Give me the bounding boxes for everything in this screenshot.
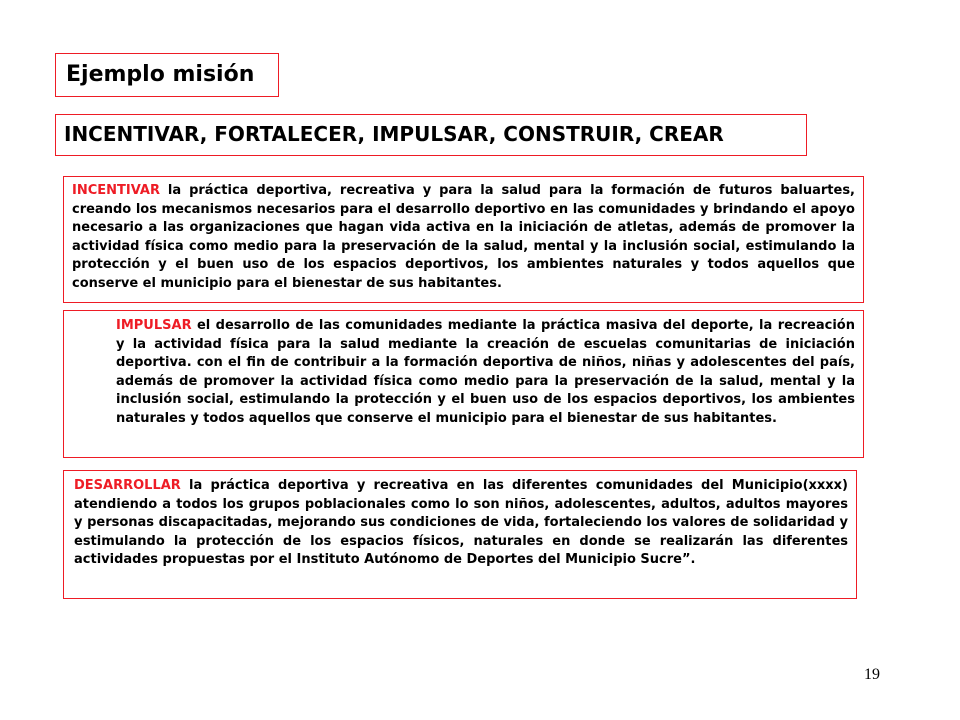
mission-paragraph-desarrollar (63, 470, 857, 599)
paragraph-text: la práctica deportiva y recreativa en las diferentes comunidades del Municipio(xxxx) atendiendo a todos los grupos poblacionales como lo son niños, adolescentes, adultos, adultos mayores y personas discapacitadas, mejorando sus condiciones de vida, fortaleciendo los valores de solidaridad y estimulando la protección de los espacios físicos, naturales en donde se realizarán las diferentes actividades propuestas por el Instituto Autónomo de Deportes del Municipio Sucre”. (74, 478, 848, 567)
mission-paragraph-incentivar (63, 176, 864, 303)
slide-title: Ejemplo misión (66, 62, 255, 87)
paragraph-keyword: INCENTIVAR (72, 183, 160, 198)
paragraph-text: el desarrollo de las comunidades mediante la práctica masiva del deporte, la recreación y la actividad física para la salud mediante la creación de escuelas comunitarias de iniciación deportiva. con el fin de contribuir a la formación deportiva de niños, niñas y adolescentes del país, además de promover la actividad física como medio para la preservación de la salud, mental y la inclusión social, estimulando la protección y el buen uso de los espacios deportivos, los ambientes naturales y todos aquellos que conserve el municipio para el bienestar de sus habitantes. (116, 318, 855, 426)
title-box (55, 53, 279, 97)
slide-subtitle: INCENTIVAR, FORTALECER, IMPULSAR, CONSTRUIR, CREAR (64, 122, 724, 146)
page-number: 19 (864, 666, 880, 683)
paragraph-keyword: DESARROLLAR (74, 478, 181, 493)
mission-paragraph-impulsar (63, 310, 864, 458)
paragraph-text: la práctica deportiva, recreativa y para la salud para la formación de futuros baluartes, creando los mecanismos necesarios para el desarrollo deportivo en las comunidades y brindando el apoyo necesario a las organizaciones que hagan vida activa en la iniciación de atletas, además de promover la actividad física como medio para la preservación de la salud, mental y la inclusión social, estimulando la protección y el buen uso de los espacios deportivos, los ambientes naturales y todos aquellos que conserve el municipio para el bienestar de sus habitantes. (72, 183, 855, 291)
paragraph-keyword: IMPULSAR (116, 318, 192, 333)
subtitle-box (55, 114, 807, 156)
